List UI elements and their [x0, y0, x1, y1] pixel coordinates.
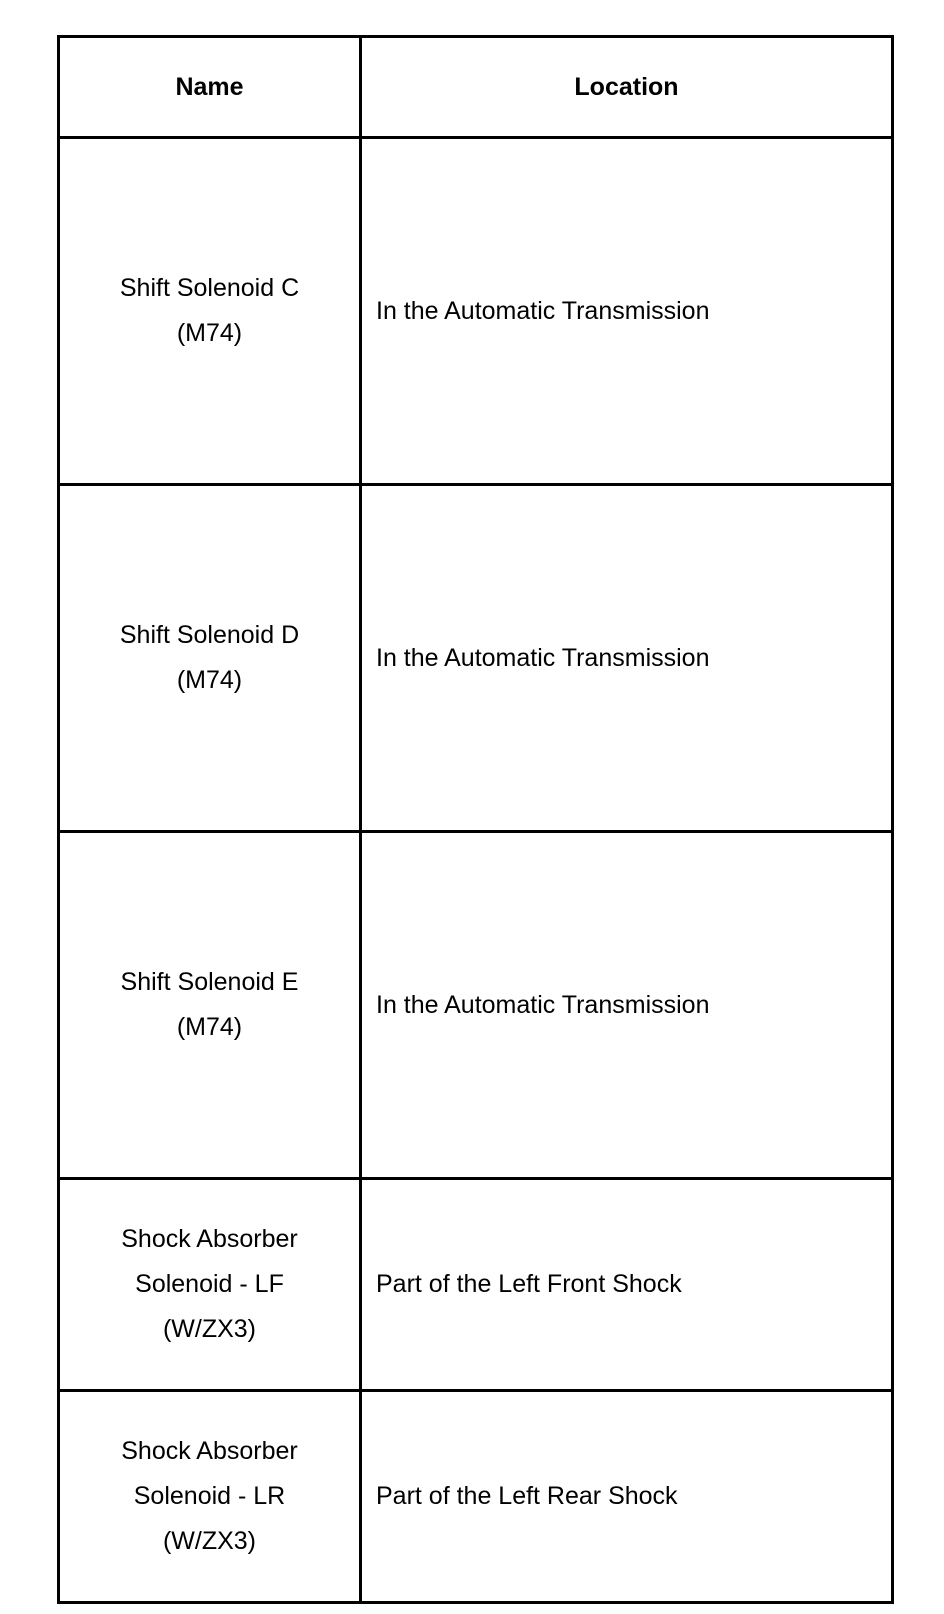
name-line: (W/ZX3) [162, 1527, 257, 1555]
name-line: (M74) [176, 666, 243, 694]
header-row [59, 37, 893, 138]
name-line: Shock Absorber [121, 1225, 298, 1253]
name-line: Shock Absorber [121, 1437, 298, 1465]
name-line: (W/ZX3) [162, 1315, 257, 1343]
location-cell: In the Automatic Transmission [361, 832, 893, 1179]
name-line: (M74) [176, 319, 243, 347]
name-cell [59, 832, 361, 1179]
location-cell: Part of the Left Rear Shock [361, 1391, 893, 1603]
table-row [59, 485, 893, 832]
name-line: Shift Solenoid C [119, 274, 300, 302]
component-location-table [57, 35, 894, 1604]
table-row [59, 138, 893, 485]
name-line: (M74) [176, 1013, 243, 1041]
name-line: Shift Solenoid E [120, 968, 299, 996]
column-header-name: Name [59, 37, 361, 138]
name-line: Solenoid - LR [133, 1482, 286, 1510]
name-cell [59, 138, 361, 485]
table-row [59, 1179, 893, 1391]
name-cell [59, 485, 361, 832]
name-line: Shift Solenoid D [119, 621, 300, 649]
table-row [59, 1391, 893, 1603]
table-row [59, 832, 893, 1179]
column-header-location: Location [361, 37, 893, 138]
location-cell: In the Automatic Transmission [361, 138, 893, 485]
name-line: Solenoid - LF [135, 1270, 284, 1298]
location-cell: In the Automatic Transmission [361, 485, 893, 832]
component-location-table-container [57, 35, 891, 1604]
location-cell: Part of the Left Front Shock [361, 1179, 893, 1391]
name-cell [59, 1391, 361, 1603]
name-cell [59, 1179, 361, 1391]
